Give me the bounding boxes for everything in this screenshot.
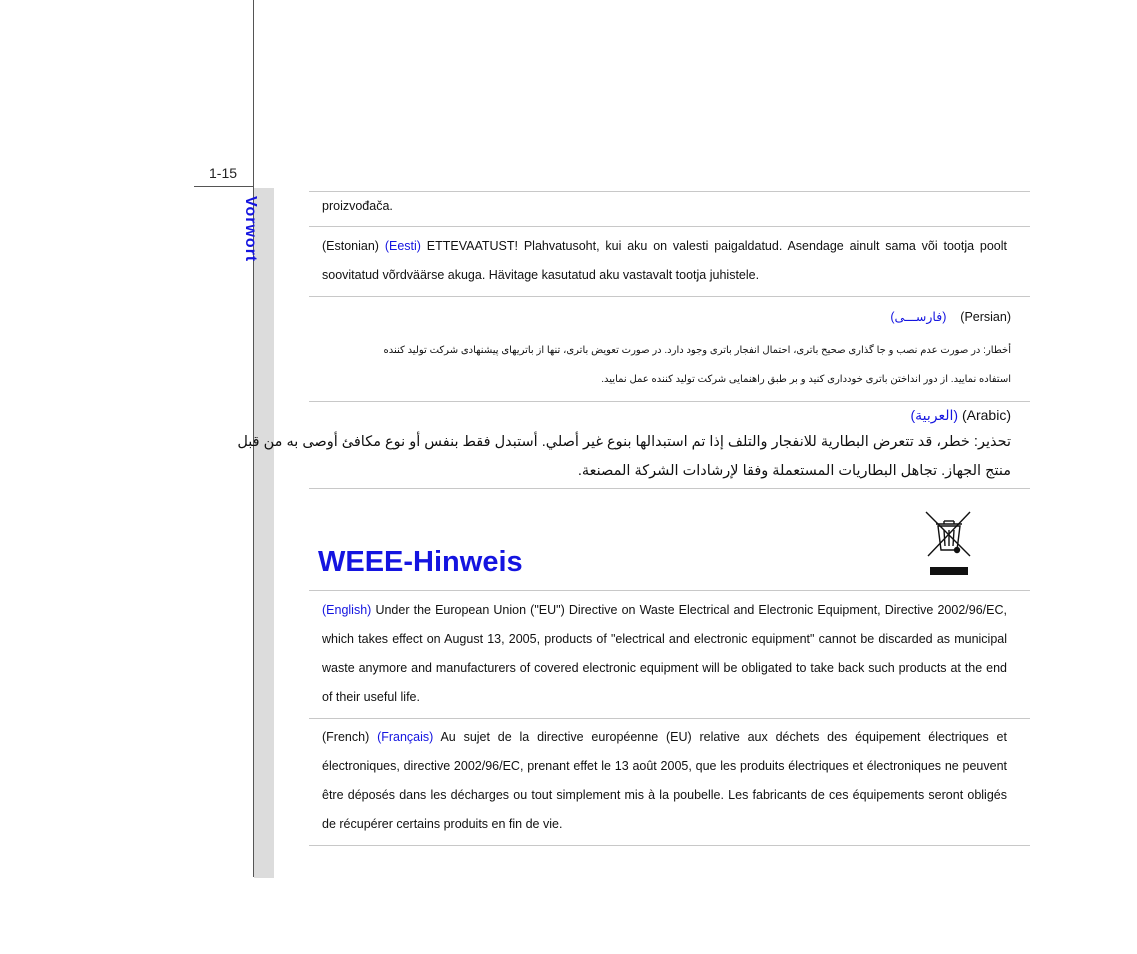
arabic-label: (Arabic) — [961, 407, 1011, 423]
french-native-label: (Français) — [377, 730, 434, 744]
page-number: 1-15 — [209, 165, 238, 181]
english-text: Under the European Union ("EU") Directive on Waste Electrical and Electronic Equipment, Directive 2002/96/EC, which takes effect on August 13, 2005, products of "electrical and electronic equipment" cannot be discarded as municipal waste anymore and manufacturers of covered electronic equipment will be obligated to take back such products at the end of their useful life. — [322, 603, 1007, 704]
page-number-underline — [194, 186, 254, 187]
persian-label: (Persian) — [960, 310, 1011, 324]
weee-title: WEEE-Hinweis — [318, 546, 523, 578]
english-label: (English) — [322, 603, 372, 617]
arabic-line-2: منتج الجهاز. تجاهل البطاريات المستعملة وفقا لإرشادات الشركة المصنعة. — [577, 463, 1011, 479]
estonian-native-label: (Eesti) — [384, 239, 421, 253]
persian-line-2: استفاده نمایید. از دور انداختن باتری خودداری کنید و بر طبق راهنمایی شرکت تولید کننده عمل نمایید. — [601, 374, 1011, 385]
persian-native-label: (فارســـی) — [890, 310, 947, 324]
divider — [309, 191, 1030, 192]
chapter-title: Vorwort — [242, 196, 259, 263]
english-paragraph — [322, 596, 1007, 712]
arabic-native-label: (العربية) — [910, 407, 959, 423]
french-label: (French) — [322, 730, 370, 744]
divider — [309, 718, 1030, 719]
divider — [309, 226, 1030, 227]
french-text: Au sujet de la directive européenne (EU) relative aux déchets des équipement électriques et électroniques, directive 2002/96/EC, prenant effet le 13 août 2005, que les produits électriques et électroniques ne peuvent être déposés dans les décharges ou tout simplement mis à la poubelle. Les fabricants de ces équipements seront obligés de récupérer certains produits en fin de vie. — [322, 730, 1007, 831]
estonian-paragraph — [322, 232, 1007, 290]
arabic-heading — [910, 407, 1011, 424]
french-paragraph — [322, 723, 1007, 839]
divider — [309, 590, 1030, 591]
divider — [309, 845, 1030, 846]
divider — [309, 488, 1030, 489]
divider — [309, 401, 1030, 402]
sidebar-bar — [254, 188, 274, 878]
divider — [309, 296, 1030, 297]
estonian-text: ETTEVAATUST! Plahvatusoht, kui aku on valesti paigaldatud. Asendage ainult sama või tootja poolt soovitatud võrdväärse akuga. Hävitage kasutatud aku vastavalt tootja juhistele. — [322, 239, 1008, 282]
crossed-out-wheelie-bin-icon — [924, 510, 974, 583]
croatian-end-text: proizvođača. — [322, 199, 393, 213]
arabic-line-1: تحذير: خطر، قد تتعرض البطارية للانفجار والتلف إذا تم استبدالها بنوع غير أصلي. أستبدل فقط بنفس أو نوع مكافئ أوصى به من قبل — [237, 434, 1011, 450]
estonian-label: (Estonian) — [322, 239, 379, 253]
persian-heading — [890, 309, 1011, 324]
persian-line-1: أخطار: در صورت عدم نصب و جا گذاری صحیح باتری، احتمال انفجار باتری وجود دارد. در صورت تعویض باتری، تنها از باتریهای پیشنهادی شرکت تولید کننده — [383, 345, 1011, 356]
